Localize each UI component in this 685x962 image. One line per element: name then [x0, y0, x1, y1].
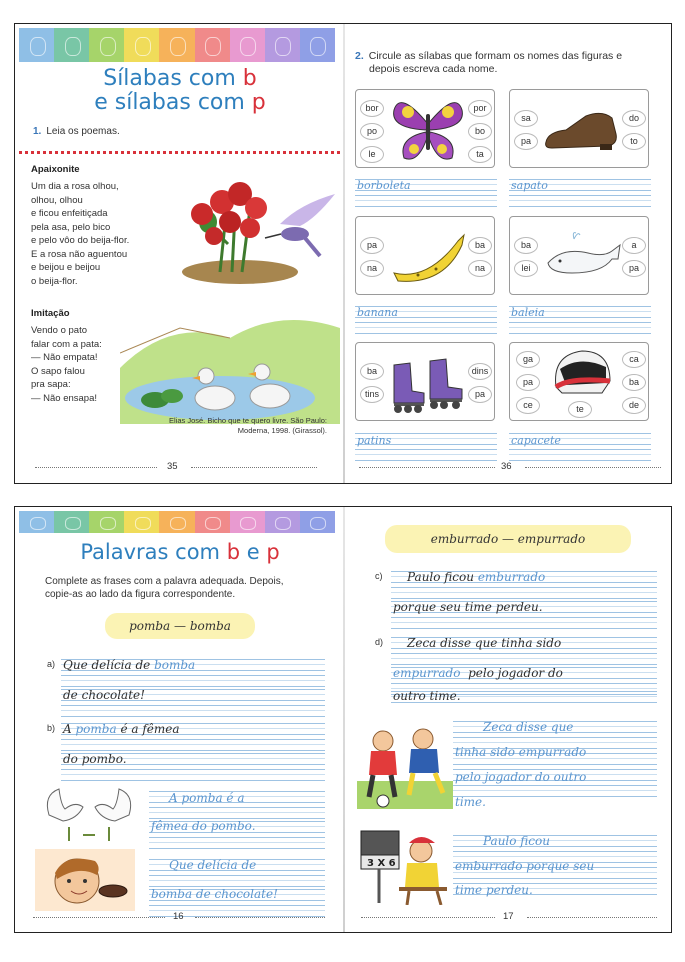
- poem-line: Um dia a rosa olhou,: [31, 181, 119, 192]
- decorative-banner: [19, 511, 335, 533]
- syllable-bubble[interactable]: to: [622, 133, 646, 150]
- copied-sentence: emburrado porque seu: [455, 859, 595, 873]
- syllable-bubble[interactable]: ce: [516, 397, 540, 414]
- syllable-bubble[interactable]: de: [622, 397, 646, 414]
- poem-line: e pelo vôo do beija-flor.: [31, 235, 130, 246]
- page-number: 35: [167, 461, 178, 472]
- word-pair-emburrado-empurrado: emburrado — empurrado: [385, 525, 631, 553]
- whale-picture: [542, 229, 622, 285]
- copied-sentence: Que delícia de: [169, 858, 257, 872]
- syllable-card-whale: [509, 216, 649, 295]
- footer-rule: [33, 917, 165, 918]
- poem-line: — Não empata!: [31, 352, 98, 363]
- poem-title: Imitação: [31, 308, 70, 319]
- item-letter: c): [375, 571, 383, 581]
- syllable-card-banana: [355, 216, 495, 295]
- poem-line: — Não ensapa!: [31, 392, 98, 404]
- syllable-bubble[interactable]: po: [360, 123, 384, 140]
- item-letter: a): [47, 659, 56, 669]
- butterfly-picture: [390, 94, 466, 166]
- syllable-bubble[interactable]: dins: [468, 363, 492, 380]
- footer-rule: [191, 467, 317, 468]
- syllable-bubble[interactable]: te: [568, 401, 592, 418]
- poem-title: Apaixonite: [31, 164, 80, 175]
- decorative-banner: [19, 28, 335, 62]
- item-letter: b): [47, 723, 56, 733]
- syllable-card-rollerskates: [355, 342, 495, 421]
- writing-line[interactable]: [61, 703, 325, 719]
- answer-line[interactable]: [509, 320, 651, 336]
- sentence-text: porque seu time perdeu.: [393, 600, 543, 614]
- sentence-text: outro time.: [393, 689, 461, 703]
- syllable-bubble[interactable]: sa: [514, 110, 538, 127]
- boy-eating-picture: [35, 849, 135, 911]
- filled-answer: empurrado: [393, 666, 461, 680]
- sentence-text: Que delícia de bomba: [63, 658, 196, 672]
- page-fold: [343, 24, 345, 483]
- helmet-picture: [550, 347, 614, 399]
- ducks-pond-illustration: [120, 298, 340, 424]
- copied-sentence: time.: [455, 795, 486, 809]
- word-pair-pomba-bomba: pomba — bomba: [105, 613, 255, 639]
- sentence-text: de chocolate!: [63, 688, 145, 702]
- answer-line[interactable]: [355, 193, 497, 209]
- footer-rule: [359, 467, 495, 468]
- syllable-bubble[interactable]: ta: [468, 146, 492, 163]
- syllable-bubble[interactable]: ba: [360, 363, 384, 380]
- copied-sentence: Zeca disse que: [483, 720, 574, 734]
- poem-line: O sapo falou: [31, 365, 85, 377]
- copied-sentence: fêmea do pombo.: [151, 819, 256, 833]
- exercise-instruction: 1. Leia os poemas.: [33, 126, 120, 137]
- syllable-bubble[interactable]: do: [622, 110, 646, 127]
- sentence-text: Paulo ficou emburrado: [407, 570, 546, 584]
- poem-line: E a rosa não aguentou: [31, 248, 128, 260]
- poem-line: pra sapa:: [31, 379, 71, 390]
- poem-line: e ficou enfeitiçada: [31, 208, 108, 219]
- answer-word: borboleta: [357, 179, 411, 192]
- copied-sentence: A pomba é a: [169, 791, 245, 805]
- answer-line[interactable]: [509, 447, 651, 463]
- footer-rule: [195, 917, 325, 918]
- syllable-bubble[interactable]: na: [468, 260, 492, 277]
- copied-sentence: pelo jogador do outro: [455, 770, 587, 784]
- page-number: 16: [173, 911, 184, 922]
- spread-pages-35-36: [14, 23, 672, 484]
- syllable-bubble[interactable]: a: [622, 237, 646, 254]
- doves-picture: [39, 785, 139, 843]
- filled-answer: emburrado: [477, 570, 546, 584]
- poem-imitacao: [31, 324, 102, 405]
- writing-line[interactable]: [149, 835, 325, 851]
- page-number: 36: [501, 461, 512, 472]
- scoreboard-score: 3 X 6: [367, 858, 396, 869]
- answer-word: patins: [357, 434, 392, 447]
- sentence-text: Zeca disse que tinha sido: [407, 636, 562, 650]
- answer-word: baleia: [511, 306, 545, 319]
- syllable-bubble[interactable]: ga: [516, 351, 540, 368]
- sentence-text: empurrado pelo jogador do: [393, 666, 563, 680]
- footer-rule: [35, 467, 157, 468]
- syllable-bubble[interactable]: ba: [468, 237, 492, 254]
- divider: [19, 151, 341, 154]
- syllable-bubble[interactable]: na: [360, 260, 384, 277]
- poem-line: olhou, olhou: [31, 194, 83, 206]
- poem-credit: Elias José. Bicho que te quero livre. São Paulo: Moderna, 1998. (Girassol).: [168, 416, 327, 435]
- syllable-card-shoe: [509, 89, 649, 168]
- answer-line[interactable]: [509, 193, 651, 209]
- exercise-instruction: Complete as frases com a palavra adequada. Depois, copie-as ao lado da figura correspondente.: [45, 576, 284, 600]
- syllable-bubble[interactable]: bor: [360, 100, 384, 117]
- syllable-bubble[interactable]: le: [360, 146, 384, 163]
- syllable-bubble[interactable]: pa: [360, 237, 384, 254]
- syllable-bubble[interactable]: bo: [468, 123, 492, 140]
- copied-sentence: time perdeu.: [455, 883, 533, 897]
- poem-line: falar com a pata:: [31, 338, 102, 350]
- banana-picture: [388, 229, 468, 285]
- spread-pages-16-17: [14, 506, 672, 933]
- footer-rule: [525, 467, 661, 468]
- answer-word: sapato: [511, 179, 548, 192]
- rollerskates-picture: [388, 351, 468, 415]
- footer-rule: [527, 917, 657, 918]
- poem-apaixonite: [31, 180, 129, 288]
- poem-line: Vendo o pato: [31, 325, 87, 336]
- poem-line: e beijou e beijou: [31, 262, 101, 273]
- filled-answer: pomba: [75, 722, 117, 736]
- syllable-bubble[interactable]: tins: [360, 386, 384, 403]
- syllable-bubble[interactable]: ba: [514, 237, 538, 254]
- poem-line: o beija-flor.: [31, 275, 78, 287]
- sentence-text: A pomba é a fêmea: [63, 722, 180, 736]
- answer-word: capacete: [511, 434, 561, 447]
- scoreboard-boy-picture: [357, 825, 453, 905]
- syllable-card-helmet: [509, 342, 649, 421]
- syllable-bubble[interactable]: pa: [516, 374, 540, 391]
- page-number: 17: [503, 911, 514, 922]
- poem-line: pela asa, pelo bico: [31, 221, 111, 233]
- syllable-card-butterfly: [355, 89, 495, 168]
- filled-answer: bomba: [154, 658, 196, 672]
- writing-line[interactable]: [391, 615, 657, 631]
- answer-line[interactable]: [355, 447, 497, 463]
- exercise-instruction: 2. Circule as sílabas que formam os nomes das figuras e depois escreva cada nome.: [355, 50, 623, 75]
- copied-sentence: bomba de chocolate!: [151, 887, 278, 901]
- page-title: Sílabas com b e sílabas com p: [94, 66, 266, 116]
- syllable-bubble[interactable]: pa: [622, 260, 646, 277]
- copied-sentence: tinha sido empurrado: [455, 745, 587, 759]
- syllable-bubble[interactable]: lei: [514, 260, 538, 277]
- syllable-bubble[interactable]: pa: [514, 133, 538, 150]
- page-title: Palavras com b e p: [80, 540, 280, 564]
- answer-word: banana: [357, 306, 398, 319]
- syllable-bubble[interactable]: ba: [622, 374, 646, 391]
- item-letter: d): [375, 637, 384, 647]
- syllable-bubble[interactable]: por: [468, 100, 492, 117]
- answer-line[interactable]: [355, 320, 497, 336]
- page-fold: [343, 507, 345, 932]
- syllable-bubble[interactable]: pa: [468, 386, 492, 403]
- rose-hummingbird-illustration: [180, 164, 340, 284]
- shoe-picture: [542, 108, 622, 154]
- writing-line[interactable]: [61, 767, 325, 783]
- copied-sentence: Paulo ficou: [483, 834, 550, 848]
- syllable-bubble[interactable]: ca: [622, 351, 646, 368]
- footer-rule: [361, 917, 495, 918]
- soccer-players-picture: [357, 725, 453, 809]
- sentence-text: do pombo.: [63, 752, 127, 766]
